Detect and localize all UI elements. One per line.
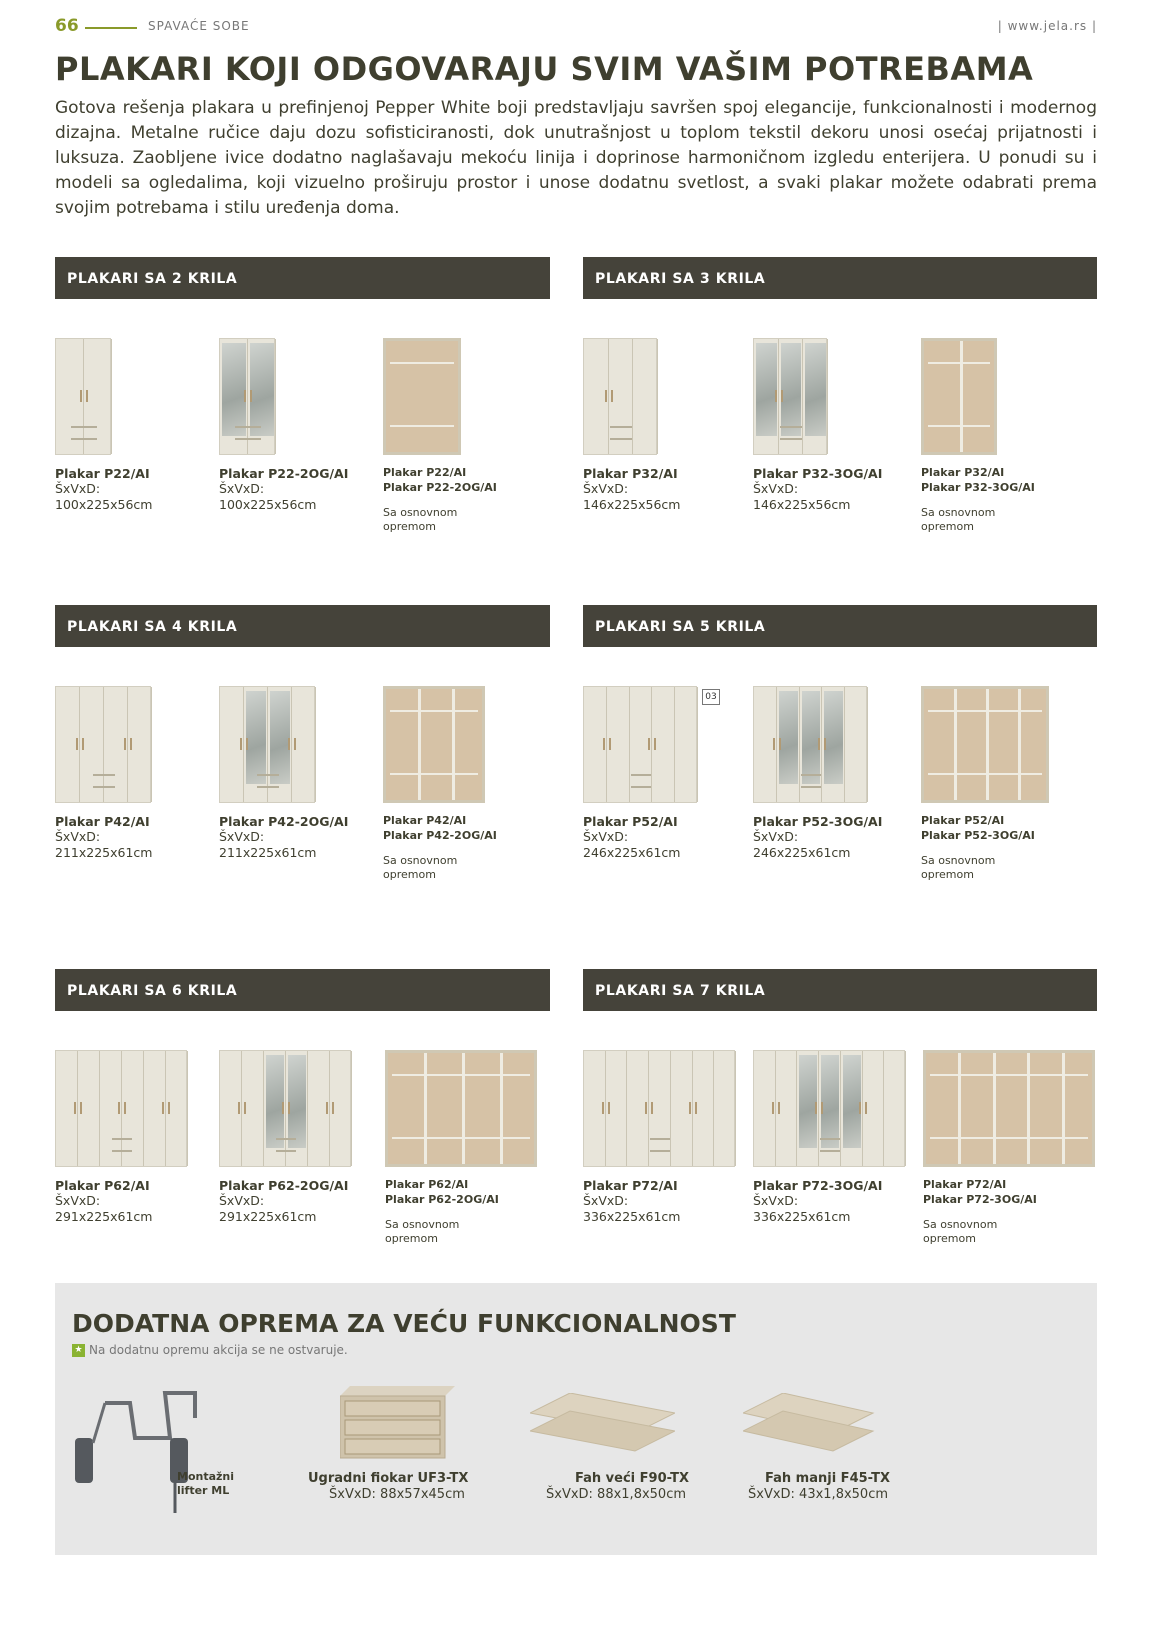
door-handle xyxy=(779,738,781,750)
dimensions-label: ŠxVxD: xyxy=(753,1193,799,1208)
compartment-divider xyxy=(986,689,989,800)
wardrobe-closed-image xyxy=(583,1050,735,1167)
mirror-panel xyxy=(824,691,843,784)
page-number: 66 xyxy=(55,16,79,36)
dimensions-value: 146x225x56cm xyxy=(583,497,681,512)
door-handle xyxy=(645,1102,647,1114)
wardrobe-open-image xyxy=(385,1050,537,1167)
door-handle xyxy=(244,1102,246,1114)
door-handle xyxy=(778,1102,780,1114)
dimensions-label: ŠxVxD: xyxy=(55,1193,101,1208)
door-handle xyxy=(82,738,84,750)
wardrobe-door xyxy=(675,687,698,802)
intro-paragraph: Gotova rešenja plakara u prefinjenoj Pepper White boji predstavljaju savršen spoj elegancije, funkcionalnosti i modernog dizajna. Metalne ručice daju dozu sofisticiranosti, dok unutrašnjost u toplom tekstil dekoru unosi osećaj prijatnosti i luksuza. Zaobljene ivice dodatno naglašavaju mekoću linija i doprinose harmoničnom izgledu enterijera. U ponudi su i modeli sa ogledalima, koji vizuelno proširuju prostor i unose dodatnu svetlost, a svaki plakar možete odabrati prema svojim potrebama i stilu uređenja doma. xyxy=(55,98,1097,218)
category-block xyxy=(55,257,550,299)
drawer-line xyxy=(71,426,96,428)
door-handle xyxy=(162,1102,164,1114)
door-handle xyxy=(859,1102,861,1114)
extra-dims: ŠxVxD: 88x1,8x50cm xyxy=(546,1487,687,1502)
page-badge: 03 xyxy=(702,689,720,705)
wardrobe-door xyxy=(714,1051,736,1166)
door-handle xyxy=(602,1102,604,1114)
door-handle xyxy=(332,1102,334,1114)
extra-name: Ugradni fiokar UF3-TX xyxy=(308,1471,469,1486)
interior-model-name: Plakar P52-3OG/AI xyxy=(921,829,1035,842)
door-handle xyxy=(124,1102,126,1114)
interior-model-name: Plakar P22/AI xyxy=(383,466,467,479)
drawer-line xyxy=(780,426,802,428)
wardrobe-open-image xyxy=(383,338,461,455)
product-name: Plakar P42-2OG/AI xyxy=(219,814,349,829)
drawer-line xyxy=(235,426,260,428)
door-handle xyxy=(76,738,78,750)
dimensions-value: 146x225x56cm xyxy=(753,497,851,512)
product-name: Plakar P42/AI xyxy=(55,814,150,829)
drawer-line xyxy=(820,1150,840,1152)
door-handle xyxy=(608,1102,610,1114)
door-handle xyxy=(86,390,88,402)
door-handle xyxy=(294,738,296,750)
compartment-divider xyxy=(954,689,957,800)
wardrobe-closed-image xyxy=(583,338,657,455)
drawer-line xyxy=(631,774,652,776)
dimensions-label: ŠxVxD: xyxy=(219,1193,265,1208)
drawer-line xyxy=(631,786,652,788)
interior-model-name: Plakar P52/AI xyxy=(921,814,1005,827)
wardrobe-open-image xyxy=(921,686,1049,803)
door-handle xyxy=(775,390,777,402)
mirror-panel xyxy=(805,343,826,436)
basic-equipment-note: Sa osnovnom opremom xyxy=(923,1218,998,1245)
door-handle xyxy=(821,1102,823,1114)
header-rule xyxy=(85,27,137,29)
basic-equipment-note: Sa osnovnom opremom xyxy=(385,1218,460,1245)
shelf-line xyxy=(392,1074,530,1076)
wardrobe-mirror-image xyxy=(753,686,867,803)
door-handle xyxy=(250,390,252,402)
shelf-line xyxy=(928,362,990,364)
drawer-line xyxy=(650,1138,670,1140)
basic-equipment-note: Sa osnovnom opremom xyxy=(921,506,996,533)
shelf-line xyxy=(930,1137,1088,1139)
door-handle xyxy=(773,738,775,750)
product-name: Plakar P72/AI xyxy=(583,1178,678,1193)
interior-model-name: Plakar P22-2OG/AI xyxy=(383,481,497,494)
mirror-panel xyxy=(250,343,274,436)
product-name: Plakar P52-3OG/AI xyxy=(753,814,883,829)
dimensions-label: ŠxVxD: xyxy=(583,481,629,496)
door-handle xyxy=(238,1102,240,1114)
door-handle xyxy=(80,390,82,402)
section-name: SPAVAĆE SOBE xyxy=(148,19,250,33)
door-handle xyxy=(695,1102,697,1114)
door-handle xyxy=(74,1102,76,1114)
dimensions-value: 246x225x61cm xyxy=(753,845,851,860)
wardrobe-closed-image xyxy=(55,686,151,803)
shelf-line xyxy=(928,425,990,427)
extra-dims: ŠxVxD: 43x1,8x50cm xyxy=(748,1487,889,1502)
door-handle xyxy=(124,738,126,750)
dimensions-value: 291x225x61cm xyxy=(219,1209,317,1224)
category-header: PLAKARI SA 5 KRILA xyxy=(583,605,1097,647)
dimensions-value: 211x225x61cm xyxy=(55,845,153,860)
product-name: Plakar P62-2OG/AI xyxy=(219,1178,349,1193)
door-handle xyxy=(326,1102,328,1114)
dimensions-value: 336x225x61cm xyxy=(583,1209,681,1224)
wardrobe-mirror-image xyxy=(219,338,275,455)
wardrobe-mirror-image xyxy=(219,1050,351,1167)
interior-model-name: Plakar P62-2OG/AI xyxy=(385,1193,499,1206)
drawer-line xyxy=(93,774,115,776)
drawer-line xyxy=(801,786,822,788)
extra-name: Fah manji F45-TX xyxy=(765,1471,891,1486)
wardrobe-closed-image xyxy=(583,686,697,803)
drawer-line xyxy=(650,1150,670,1152)
wardrobe-closed-image xyxy=(55,338,111,455)
dimensions-value: 336x225x61cm xyxy=(753,1209,851,1224)
wardrobe-mirror-image xyxy=(753,1050,905,1167)
door-handle xyxy=(772,1102,774,1114)
wardrobe-open-image xyxy=(923,1050,1095,1167)
door-handle xyxy=(603,738,605,750)
basic-equipment-note: Sa osnovnom opremom xyxy=(383,506,458,533)
shelf-line xyxy=(928,773,1042,775)
door-handle xyxy=(824,738,826,750)
mirror-panel xyxy=(781,343,802,436)
door-handle xyxy=(118,1102,120,1114)
wardrobe-mirror-image xyxy=(219,686,315,803)
door-handle xyxy=(168,1102,170,1114)
dimensions-value: 100x225x56cm xyxy=(55,497,153,512)
interior-model-name: Plakar P32-3OG/AI xyxy=(921,481,1035,494)
wardrobe-door xyxy=(84,339,112,454)
product-name: Plakar P72-3OG/AI xyxy=(753,1178,883,1193)
door-handle xyxy=(244,390,246,402)
compartment-divider xyxy=(1062,1053,1065,1164)
category-block xyxy=(583,257,1097,299)
interior-model-name: Plakar P62/AI xyxy=(385,1178,469,1191)
door-handle xyxy=(611,390,613,402)
door-handle xyxy=(282,1102,284,1114)
product-name: Plakar P32/AI xyxy=(583,466,678,481)
door-handle xyxy=(781,390,783,402)
mirror-panel xyxy=(288,1055,306,1148)
dimensions-label: ŠxVxD: xyxy=(583,1193,629,1208)
extra-dims: ŠxVxD: 88x57x45cm xyxy=(329,1487,465,1502)
door-handle xyxy=(130,738,132,750)
door-handle xyxy=(815,1102,817,1114)
category-header: PLAKARI SA 7 KRILA xyxy=(583,969,1097,1011)
large-shelf-icon xyxy=(530,1393,675,1458)
product-name: Plakar P52/AI xyxy=(583,814,678,829)
category-header: PLAKARI SA 3 KRILA xyxy=(583,257,1097,299)
compartment-divider xyxy=(452,689,455,800)
drawer-line xyxy=(235,438,260,440)
door-handle xyxy=(651,1102,653,1114)
category-block xyxy=(55,605,550,647)
door-handle xyxy=(288,1102,290,1114)
compartment-divider xyxy=(462,1053,465,1164)
product-name: Plakar P22/AI xyxy=(55,466,150,481)
wardrobe-closed-image xyxy=(55,1050,187,1167)
interior-model-name: Plakar P72-3OG/AI xyxy=(923,1193,1037,1206)
small-shelf-icon xyxy=(743,1393,878,1458)
mirror-panel xyxy=(779,691,798,784)
dimensions-label: ŠxVxD: xyxy=(55,481,101,496)
basic-equipment-note: Sa osnovnom opremom xyxy=(383,854,458,881)
extras-note-text: Na dodatnu opremu akcija se ne ostvaruje. xyxy=(89,1343,348,1357)
drawer-line xyxy=(801,774,822,776)
mirror-panel xyxy=(821,1055,839,1148)
compartment-divider xyxy=(958,1053,961,1164)
wardrobe-door xyxy=(633,339,658,454)
door-handle xyxy=(654,738,656,750)
drawer-line xyxy=(780,438,802,440)
door-handle xyxy=(818,738,820,750)
product-name: Plakar P22-2OG/AI xyxy=(219,466,349,481)
compartment-divider xyxy=(500,1053,503,1164)
product-name: Plakar P32-3OG/AI xyxy=(753,466,883,481)
dimensions-label: ŠxVxD: xyxy=(55,829,101,844)
category-header: PLAKARI SA 6 KRILA xyxy=(55,969,550,1011)
wardrobe-open-image xyxy=(921,338,997,455)
dimensions-label: ŠxVxD: xyxy=(219,829,265,844)
shelf-line xyxy=(390,362,454,364)
interior-model-name: Plakar P42/AI xyxy=(383,814,467,827)
drawer-line xyxy=(820,1138,840,1140)
lifter-name: Montažni lifter ML xyxy=(177,1470,235,1497)
category-block xyxy=(583,969,1097,1011)
drawer-line xyxy=(257,774,279,776)
dimensions-value: 100x225x56cm xyxy=(219,497,317,512)
dimensions-value: 291x225x61cm xyxy=(55,1209,153,1224)
drawer-line xyxy=(93,786,115,788)
wardrobe-door xyxy=(845,687,868,802)
shelf-line xyxy=(392,1137,530,1139)
star-icon: ★ xyxy=(72,1344,85,1357)
extra-name: Fah veći F90-TX xyxy=(575,1471,689,1486)
door-handle xyxy=(80,1102,82,1114)
website-link[interactable]: | www.jela.rs | xyxy=(997,19,1097,33)
product-name: Plakar P62/AI xyxy=(55,1178,150,1193)
category-header: PLAKARI SA 2 KRILA xyxy=(55,257,550,299)
shelf-line xyxy=(928,710,1042,712)
door-handle xyxy=(605,390,607,402)
top-bar xyxy=(55,16,1097,40)
category-block xyxy=(55,969,550,1011)
compartment-divider xyxy=(960,341,963,452)
dimensions-label: ŠxVxD: xyxy=(753,829,799,844)
shelf-line xyxy=(930,1074,1088,1076)
interior-model-name: Plakar P32/AI xyxy=(921,466,1005,479)
shelf-line xyxy=(390,773,478,775)
compartment-divider xyxy=(418,689,421,800)
mirror-panel xyxy=(246,691,266,784)
interior-model-name: Plakar P42-2OG/AI xyxy=(383,829,497,842)
interior-model-name: Plakar P72/AI xyxy=(923,1178,1007,1191)
drawer-line xyxy=(71,438,96,440)
wardrobe-open-image xyxy=(383,686,485,803)
category-block xyxy=(583,605,1097,647)
mirror-panel xyxy=(222,343,246,436)
door-handle xyxy=(865,1102,867,1114)
door-handle xyxy=(246,738,248,750)
shelf-line xyxy=(390,710,478,712)
drawer-line xyxy=(112,1150,132,1152)
compartment-divider xyxy=(1018,689,1021,800)
door-handle xyxy=(689,1102,691,1114)
drawer-line xyxy=(276,1150,296,1152)
shelf-line xyxy=(390,425,454,427)
compartment-divider xyxy=(993,1053,996,1164)
drawer-line xyxy=(610,438,632,440)
drawer-line xyxy=(610,426,632,428)
extras-note xyxy=(72,1343,348,1357)
dimensions-label: ŠxVxD: xyxy=(753,481,799,496)
door-handle xyxy=(240,738,242,750)
dimensions-label: ŠxVxD: xyxy=(219,481,265,496)
mirror-panel xyxy=(756,343,777,436)
wardrobe-mirror-image xyxy=(753,338,827,455)
door-handle xyxy=(648,738,650,750)
door-handle xyxy=(288,738,290,750)
category-header: PLAKARI SA 4 KRILA xyxy=(55,605,550,647)
dimensions-label: ŠxVxD: xyxy=(583,829,629,844)
extras-section xyxy=(55,1283,1097,1555)
dimensions-value: 246x225x61cm xyxy=(583,845,681,860)
drawer-line xyxy=(276,1138,296,1140)
wardrobe-door xyxy=(884,1051,906,1166)
door-handle xyxy=(609,738,611,750)
extras-title: DODATNA OPREMA ZA VEĆU FUNKCIONALNOST xyxy=(72,1309,736,1338)
compartment-divider xyxy=(424,1053,427,1164)
basic-equipment-note: Sa osnovnom opremom xyxy=(921,854,996,881)
page-title: PLAKARI KOJI ODGOVARAJU SVIM VAŠIM POTREBAMA xyxy=(55,50,1034,88)
mirror-panel xyxy=(270,691,290,784)
drawer-unit-icon xyxy=(340,1386,455,1461)
drawer-line xyxy=(112,1138,132,1140)
dimensions-value: 211x225x61cm xyxy=(219,845,317,860)
drawer-line xyxy=(257,786,279,788)
compartment-divider xyxy=(1027,1053,1030,1164)
